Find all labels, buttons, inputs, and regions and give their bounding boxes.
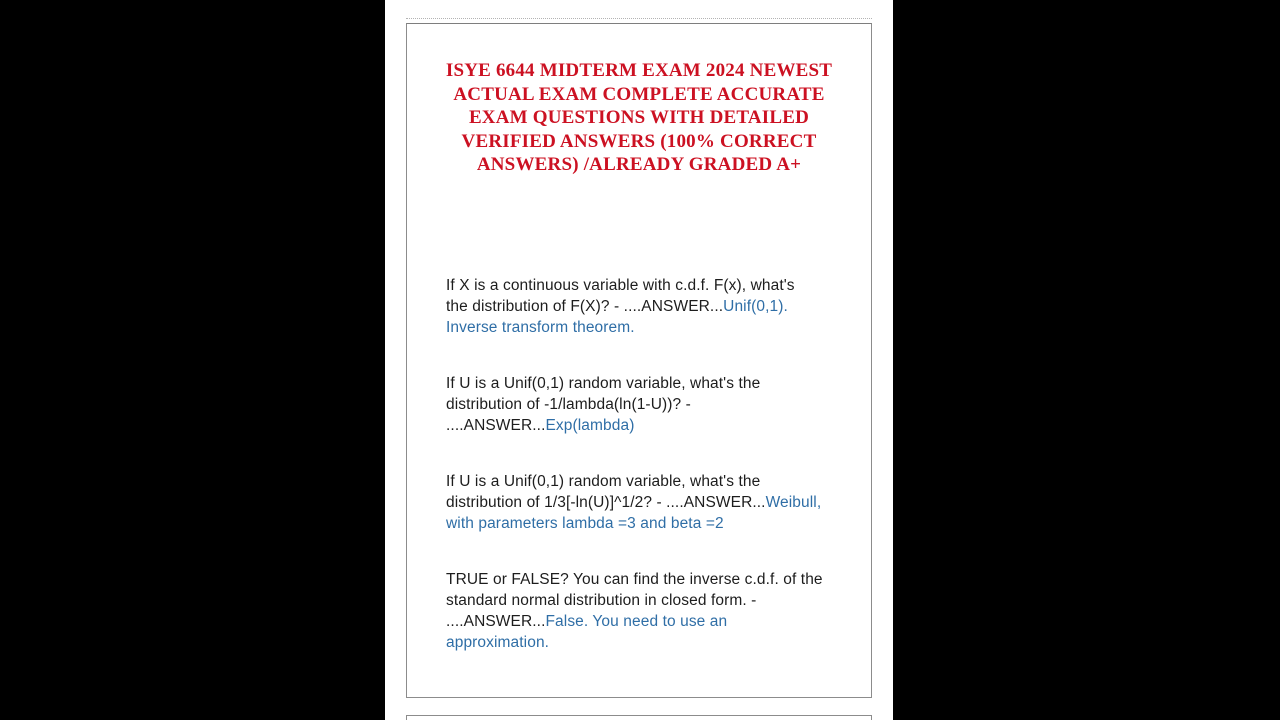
- qa-item: [446, 373, 847, 436]
- qa-item: [446, 569, 847, 653]
- qa-item: [446, 275, 847, 338]
- qa-line: [446, 492, 847, 513]
- qa-line: [446, 317, 847, 338]
- title-line: VERIFIED ANSWERS (100% CORRECT: [461, 130, 817, 152]
- question-text: If X is a continuous variable with c.d.f. F(x), what's: [446, 276, 795, 294]
- document-page-2-top-edge: [406, 715, 872, 720]
- title-line: EXAM QUESTIONS WITH DETAILED: [468, 107, 810, 128]
- qa-section: [407, 275, 871, 653]
- question-text: TRUE or FALSE? You can find the inverse c.d.f. of the: [446, 570, 823, 588]
- answer-text: Inverse transform theorem.: [446, 318, 635, 336]
- question-text: distribution of -1/lambda(ln(1-U))? -: [446, 395, 691, 413]
- question-text: the distribution of F(X)? - ....ANSWER...: [446, 297, 724, 315]
- qa-line: [446, 275, 847, 296]
- qa-item: [446, 471, 847, 534]
- question-text: ....ANSWER...: [446, 416, 546, 434]
- qa-line: [446, 513, 847, 534]
- answer-text: Unif(0,1).: [723, 297, 788, 315]
- title-line: ISYE 6644 MIDTERM EXAM 2024 NEWEST: [445, 60, 833, 81]
- qa-line: [446, 296, 847, 317]
- question-text: ....ANSWER...: [446, 612, 546, 630]
- title-line: ACTUAL EXAM COMPLETE ACCURATE: [453, 83, 825, 105]
- qa-line: [446, 471, 847, 492]
- qa-line: [446, 373, 847, 394]
- document-viewer-strip[interactable]: [385, 0, 893, 720]
- qa-line: [446, 415, 847, 436]
- answer-text: approximation.: [446, 633, 550, 651]
- question-text: If U is a Unif(0,1) random variable, what's the: [446, 472, 761, 490]
- answer-text: Exp(lambda): [545, 416, 635, 434]
- document-title: [407, 59, 871, 177]
- question-text: standard normal distribution in closed form. -: [446, 591, 757, 609]
- answer-text: False. You need to use an: [545, 612, 728, 630]
- qa-line: [446, 569, 847, 590]
- question-text: distribution of 1/3[-ln(U)]^1/2? - ....ANSWER...: [446, 493, 766, 511]
- answer-text: with parameters lambda =3 and beta =2: [446, 514, 724, 532]
- qa-line: [446, 394, 847, 415]
- title-line: ANSWERS) /ALREADY GRADED A+: [476, 154, 802, 175]
- qa-line: [446, 590, 847, 611]
- qa-line: [446, 632, 847, 653]
- page-separator-line: [406, 18, 872, 19]
- document-page-1: [406, 23, 872, 698]
- qa-line: [446, 611, 847, 632]
- answer-text: Weibull,: [765, 493, 822, 511]
- question-text: If U is a Unif(0,1) random variable, what's the: [446, 374, 761, 392]
